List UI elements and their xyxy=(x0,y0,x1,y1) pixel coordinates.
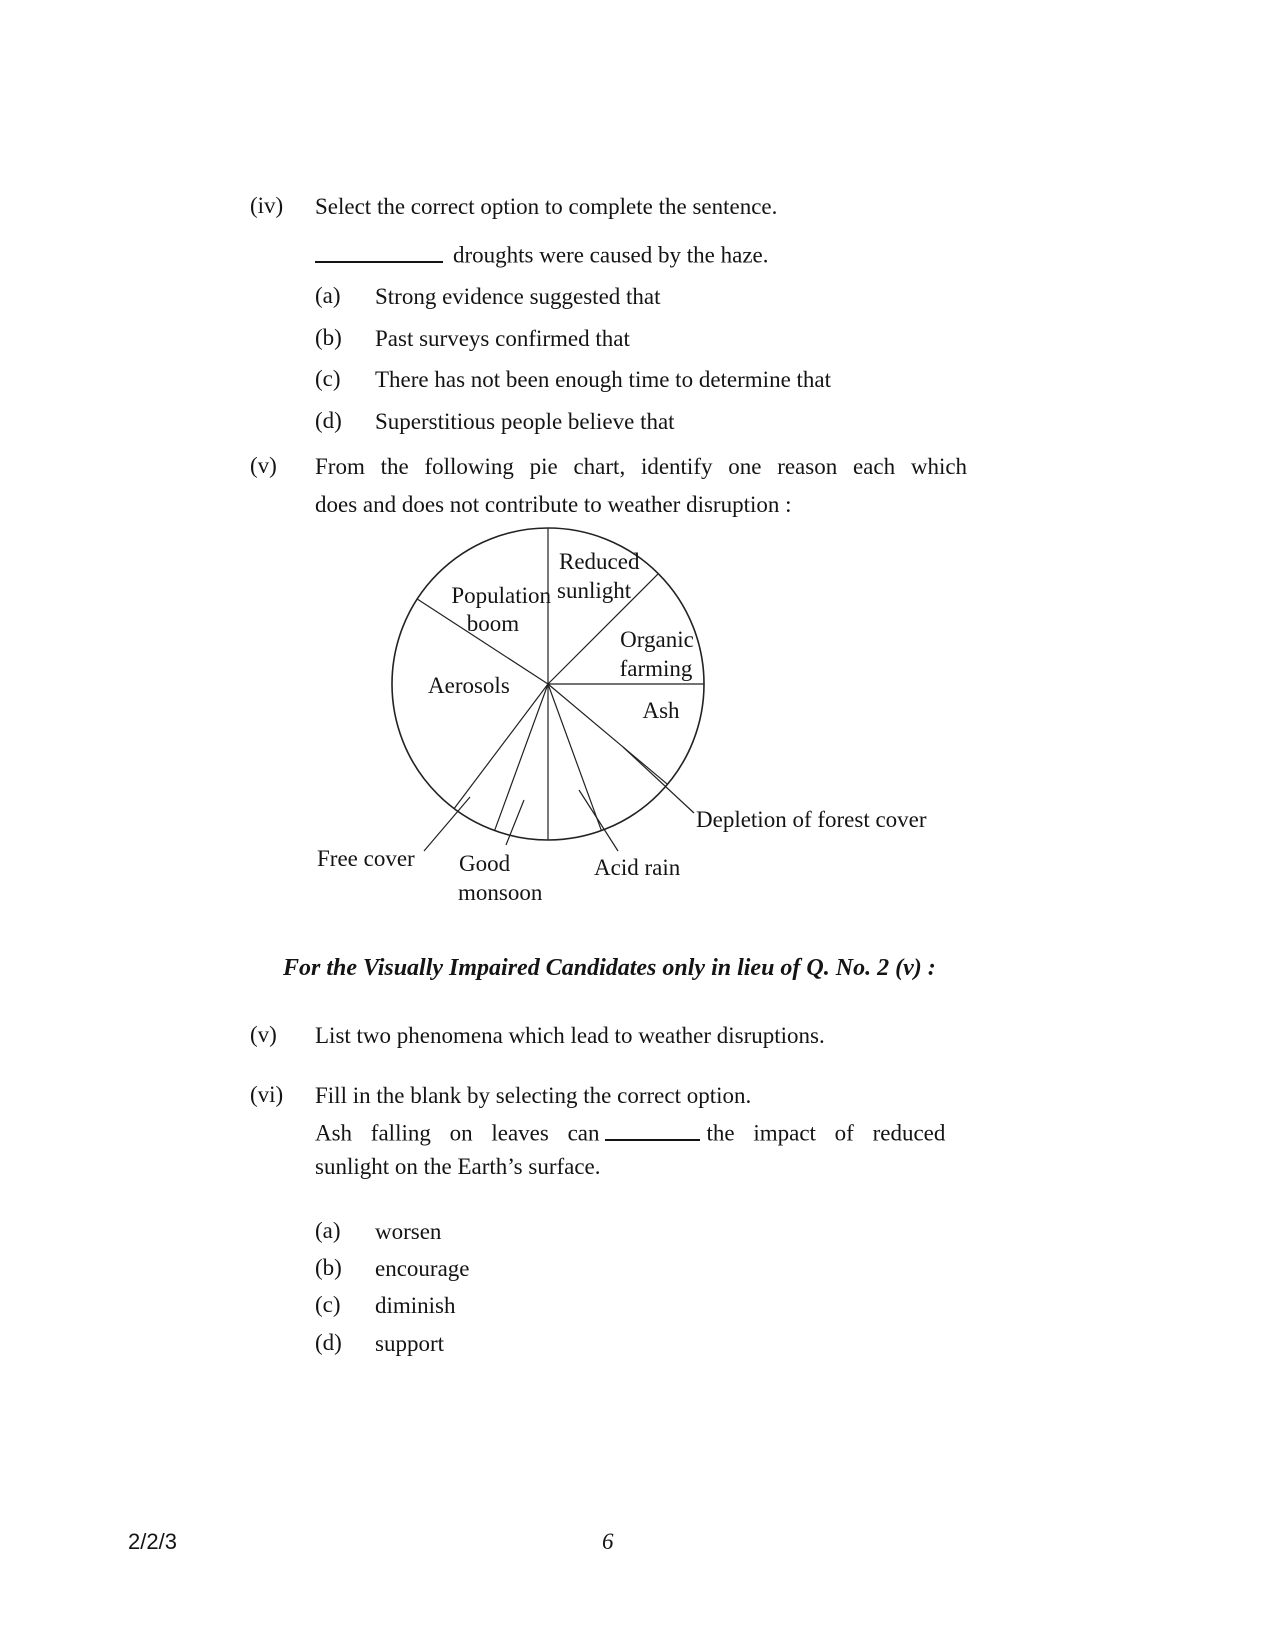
q-vi-option-a-marker: (a) xyxy=(315,1218,341,1243)
q-v-alt-text: List two phenomena which lead to weather disruptions. xyxy=(315,1023,825,1048)
q-vi-line1 xyxy=(315,1119,945,1148)
q-iv-option-d-marker: (d) xyxy=(315,408,342,433)
q-vi-option-a-text: worsen xyxy=(375,1219,442,1244)
q-iv-sentence-text: droughts were caused by the haze. xyxy=(453,242,769,268)
q-vi-option-c-text: diminish xyxy=(375,1293,456,1318)
pie-label-population-boom-2: boom xyxy=(466,611,520,636)
q-iv-option-d-text: Superstitious people believe that xyxy=(375,409,675,434)
answer-blank xyxy=(605,1119,700,1141)
q-vi-prompt: Fill in the blank by selecting the correct option. xyxy=(315,1083,752,1108)
pie-label-ash: Ash xyxy=(642,698,680,723)
q-v-alt-marker: (v) xyxy=(250,1022,277,1047)
q-vi-option-c-marker: (c) xyxy=(315,1292,341,1317)
pie-label-good-monsoon-1: Good xyxy=(459,851,511,876)
q-iv-option-a-text: Strong evidence suggested that xyxy=(375,284,661,309)
q-v-line1: From the following pie chart, identify one reason each which xyxy=(315,454,968,479)
q-iv-option-c-marker: (c) xyxy=(315,366,341,391)
page-number: 6 xyxy=(602,1529,614,1554)
pie-label-reduced-sunlight-2: sunlight xyxy=(557,578,632,603)
pie-label-free-cover: Free cover xyxy=(317,846,415,871)
q-vi-option-d-text: support xyxy=(375,1331,444,1356)
leader-line-acid-rain xyxy=(579,790,618,851)
q-iv-option-b-text: Past surveys confirmed that xyxy=(375,326,630,351)
q-vi-line1-after: the impact of reduced xyxy=(706,1120,946,1146)
q-vi-option-b-marker: (b) xyxy=(315,1255,342,1280)
leader-line-free-cover xyxy=(424,797,470,851)
footer-code: 2/2/3 xyxy=(128,1529,177,1554)
pie-label-good-monsoon-2: monsoon xyxy=(458,880,543,905)
q-iv-prompt: Select the correct option to complete the sentence. xyxy=(315,194,778,219)
q-iv-option-a-marker: (a) xyxy=(315,283,341,308)
q-vi-option-b-text: encourage xyxy=(375,1256,470,1281)
impaired-heading: For the Visually Impaired Candidates only in lieu of Q. No. 2 (v) : xyxy=(283,955,936,981)
pie-label-reduced-sunlight-1: Reduced xyxy=(559,549,640,574)
q-vi-option-d-marker: (d) xyxy=(315,1330,342,1355)
q-v-marker: (v) xyxy=(250,453,277,478)
pie-label-organic-farming-1: Organic xyxy=(620,627,694,652)
q-vi-marker: (vi) xyxy=(250,1082,284,1107)
q-iv-marker: (iv) xyxy=(250,193,284,218)
q-iv-option-c-text: There has not been enough time to determine that xyxy=(375,367,832,392)
q-vi-line2: sunlight on the Earth’s surface. xyxy=(315,1154,601,1179)
pie-label-organic-farming-2: farming xyxy=(619,656,693,681)
q-v-line2: does and does not contribute to weather disruption : xyxy=(315,492,792,517)
leader-line-depletion xyxy=(623,747,694,813)
pie-label-depletion: Depletion of forest cover xyxy=(696,807,927,832)
q-vi-line1-before: Ash falling on leaves can xyxy=(315,1120,600,1146)
pie-label-acid-rain: Acid rain xyxy=(594,855,681,880)
pie-label-population-boom-1: Population xyxy=(451,583,551,608)
pie-label-aerosols: Aerosols xyxy=(428,673,510,698)
q-iv-option-b-marker: (b) xyxy=(315,325,342,350)
